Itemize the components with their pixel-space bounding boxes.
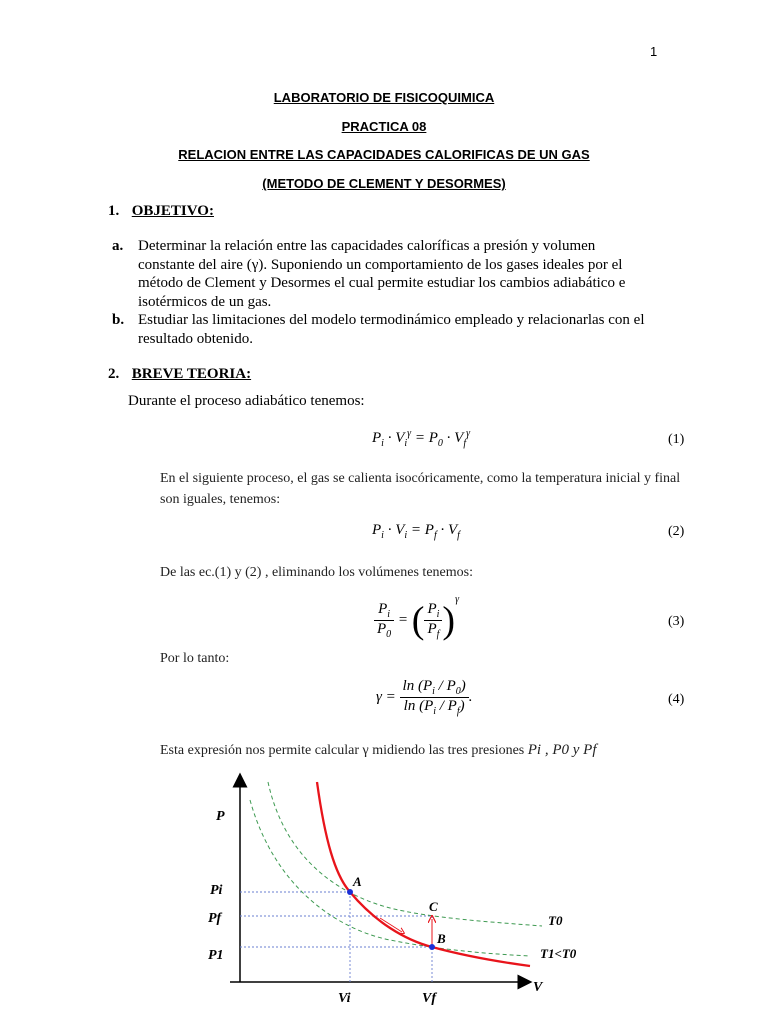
equation-2: $P_i \cdot V_i = P_f \cdot V_f$	[372, 522, 460, 541]
teoria-paragraph-therefore: Por lo tanto:	[160, 651, 230, 666]
point-c-label: C	[429, 899, 438, 914]
equation-4: γ = $\frac{\ln (P_i / P_0)}{\ln (P_i / P_f)}$ .	[376, 678, 473, 717]
objective-item-a	[112, 237, 652, 311]
equation-number-4: (4)	[668, 692, 685, 707]
header-practice: PRACTICA 08	[341, 119, 427, 134]
teoria-paragraph-expression	[160, 740, 596, 761]
header-method: (METODO DE CLEMENT Y DESORMES)	[262, 176, 506, 191]
equation-number-3: (3)	[668, 614, 685, 629]
y-tick-pi: Pi	[210, 883, 223, 898]
expression-variables: Pi , P0 y Pf	[527, 742, 597, 758]
equation-3: $\frac{P_i}{P_0}$ = ( $\frac{P_i}{P_f}$ )$^\gamma$	[374, 594, 459, 643]
y-axis-label: P	[216, 809, 225, 824]
section-number: 1.	[108, 203, 120, 219]
section-title: OBJETIVO:	[131, 203, 214, 219]
section-number: 2.	[108, 366, 120, 382]
section-title: BREVE TEORIA:	[131, 366, 252, 382]
curve-label-t0: T0	[548, 913, 563, 928]
x-tick-vi: Vi	[338, 991, 351, 1006]
teoria-paragraph-elimination: De las ec.(1) y (2) , eliminando los volúmenes tenemos:	[160, 565, 473, 580]
y-tick-p1: P1	[208, 948, 224, 963]
equation-1: $P_i \cdot V_i^\gamma = P_0 \cdot V_f^\gamma$	[372, 428, 471, 449]
item-text: Determinar la relación entre las capacidades caloríficas a presión y volumen constante del aire (γ). Suponiendo un comportamiento de los gases ideales por el método de Clement y Desormes el cual permite estudiar los cambios adiabático e isotérmicos de un gas.	[138, 238, 626, 310]
expression-text: Esta expresión nos permite calcular γ midiendo las tres presiones	[160, 743, 528, 758]
point-b-marker	[429, 944, 435, 950]
objective-item-b	[112, 311, 652, 348]
item-text: Estudiar las limitaciones del modelo termodinámico empleado y relacionarlas con el resultado obtenido.	[138, 312, 645, 347]
header-relation: RELACION ENTRE LAS CAPACIDADES CALORIFICAS DE UN GAS	[178, 147, 590, 162]
isotherm-t1	[250, 800, 530, 956]
x-tick-vf: Vf	[422, 991, 436, 1006]
teoria-paragraph-isochoric: En el siguiente proceso, el gas se calienta isocóricamente, como la temperatura inicial y final son iguales, tenemos:	[160, 471, 681, 507]
equation-number-2: (2)	[668, 524, 685, 539]
page-number: 1	[650, 44, 658, 59]
point-a-label: A	[353, 874, 362, 889]
point-a-marker	[347, 889, 353, 895]
x-axis-label: V	[533, 980, 543, 995]
pv-diagram	[190, 770, 610, 1020]
item-letter: a.	[112, 238, 124, 254]
isotherm-t0	[268, 782, 542, 926]
adiabatic-curve	[317, 782, 530, 966]
point-b-label: B	[437, 931, 446, 946]
section-teoria-heading	[108, 366, 251, 383]
header-lab-title: LABORATORIO DE FISICOQUIMICA	[273, 90, 495, 105]
equation-number-1: (1)	[668, 432, 685, 447]
section-objetivo-heading	[108, 203, 214, 220]
y-tick-pf: Pf	[208, 911, 222, 926]
teoria-intro: Durante el proceso adiabático tenemos:	[128, 393, 365, 409]
curve-label-t1: T1<T0	[540, 946, 577, 961]
item-letter: b.	[112, 312, 125, 328]
